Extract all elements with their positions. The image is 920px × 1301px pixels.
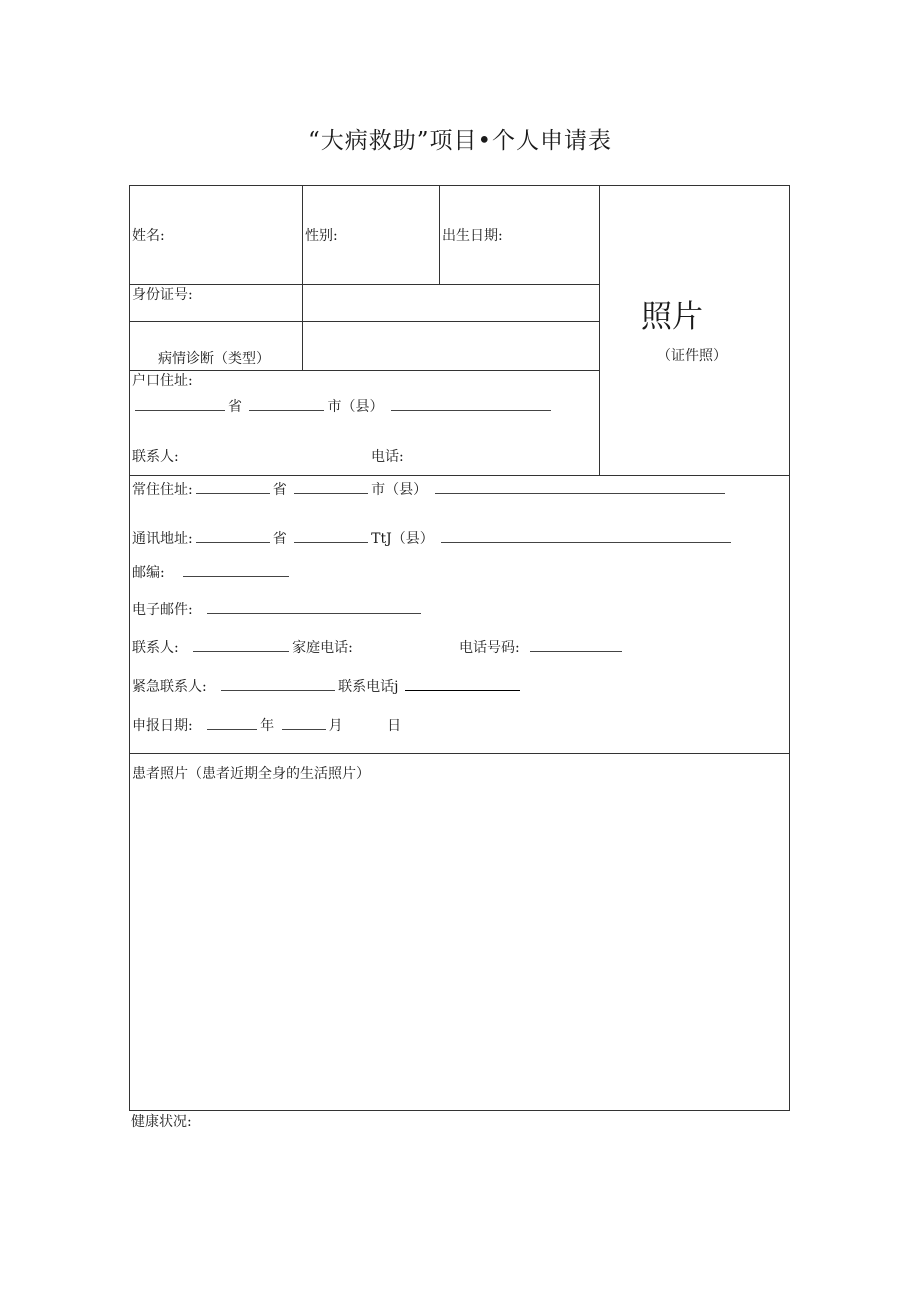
diagnosis-label: 病情诊断（类型） (158, 351, 270, 367)
year-label: 年 (260, 718, 275, 734)
resident-city-blank[interactable] (294, 482, 368, 494)
year-blank[interactable] (207, 718, 257, 730)
emergency-contact-blank[interactable] (221, 679, 335, 691)
month-blank[interactable] (282, 718, 326, 730)
diagnosis-field[interactable] (303, 322, 599, 370)
health-status-label: 健康状况: (131, 1114, 192, 1130)
resident-province-label: 省 (272, 482, 287, 498)
patient-photo-slot[interactable] (130, 790, 789, 1108)
emergency-contact-label: 紧急联系人: (132, 679, 207, 695)
contact-blank[interactable] (193, 640, 289, 652)
postcode-label: 邮编: (132, 565, 165, 581)
email-label: 电子邮件: (132, 602, 193, 618)
id-number-field[interactable] (303, 285, 599, 321)
hukou-contact-label: 联系人: (132, 449, 179, 465)
gender-label: 性别: (305, 228, 338, 244)
mailing-address-line (132, 531, 734, 547)
resident-address-line (132, 482, 728, 498)
home-phone-label: 家庭电话: (292, 640, 353, 656)
patient-photo-label: 患者照片（患者近期全身的生活照片） (132, 766, 370, 782)
mailing-label: 通讯地址: (132, 531, 193, 547)
id-number-label: 身份证号: (132, 287, 193, 303)
postcode-line (132, 565, 292, 581)
email-blank[interactable] (207, 602, 421, 614)
photo-label: 照片 (641, 299, 703, 335)
email-line (132, 602, 424, 618)
resident-city-label: 市（县） (371, 482, 428, 498)
hukou-phone-label: 电话: (371, 449, 404, 465)
birth-date-field[interactable] (512, 222, 596, 250)
hukou-address-line (132, 399, 554, 415)
mailing-city-blank[interactable] (294, 531, 368, 543)
month-label: 月 (328, 718, 343, 734)
resident-label: 常住住址: (132, 482, 193, 498)
phone-number-label: 电话号码: (459, 640, 520, 656)
name-label: 姓名: (132, 228, 165, 244)
mailing-province-label: 省 (272, 531, 287, 547)
resident-province-blank[interactable] (196, 482, 270, 494)
phone-number-line (459, 640, 625, 656)
mailing-detail-blank[interactable] (441, 531, 731, 543)
mailing-province-blank[interactable] (196, 531, 270, 543)
day-label: 日 (387, 718, 402, 734)
hukou-city-blank[interactable] (249, 399, 324, 411)
phone-number-blank[interactable] (530, 640, 622, 652)
contact-label: 联系人: (132, 640, 179, 656)
date-label: 申报日期: (132, 718, 193, 734)
hukou-city-label: 市（县） (327, 399, 384, 415)
birth-date-label: 出生日期: (442, 228, 503, 244)
hukou-province-blank[interactable] (135, 399, 225, 411)
postcode-blank[interactable] (183, 565, 289, 577)
emergency-phone-blank[interactable] (405, 679, 520, 691)
hukou-detail-blank[interactable] (391, 399, 551, 411)
hukou-label: 户口住址: (132, 373, 193, 389)
photo-note: （证件照） (657, 348, 727, 364)
gender-field[interactable] (345, 222, 435, 250)
emergency-phone-label: 联系电话j (338, 679, 399, 695)
form-title: “大病救助”项目•个人申请表 (307, 128, 613, 154)
emergency-line (132, 679, 523, 695)
date-line (132, 718, 401, 734)
name-field[interactable] (175, 222, 297, 250)
id-photo-slot[interactable] (600, 186, 789, 475)
hukou-province-label: 省 (228, 399, 242, 415)
contact-line (132, 640, 353, 656)
mailing-city-label: TtJ（县） (371, 531, 434, 547)
resident-detail-blank[interactable] (435, 482, 725, 494)
